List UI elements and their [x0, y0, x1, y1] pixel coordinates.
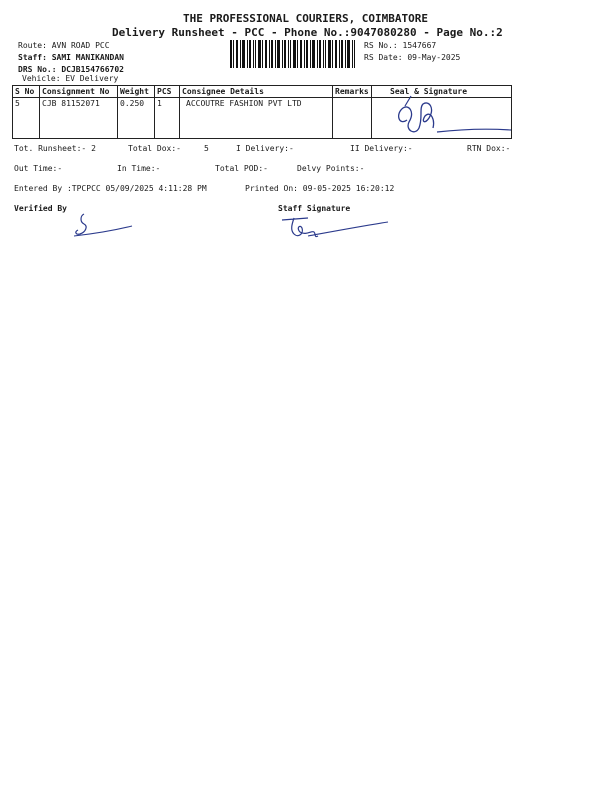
delivery-points: Delvy Points:-: [297, 164, 365, 173]
col-sno: S No: [13, 86, 40, 98]
col-pcs: PCS: [155, 86, 180, 98]
staff-signature: [278, 212, 393, 242]
runsheet-subtitle: Delivery Runsheet - PCC - Phone No.:9047080280 - Page No.:2: [112, 26, 503, 39]
total-dox-value: 5: [204, 144, 209, 153]
verified-by-label: Verified By: [14, 204, 67, 213]
vehicle-label: Vehicle: EV Delivery: [22, 74, 119, 83]
i-delivery: I Delivery:-: [236, 144, 294, 153]
col-consignee: Consignee Details: [180, 86, 333, 98]
route-label: Route: AVN ROAD PCC: [18, 41, 110, 50]
barcode: [230, 40, 355, 68]
staff-label: Staff: SAMI MANIKANDAN: [18, 53, 124, 62]
receiver-signature: [385, 92, 515, 140]
total-dox-label: Total Dox:-: [128, 144, 181, 153]
cell-sno: 5: [13, 98, 40, 139]
rtn-dox: RTN Dox:-: [467, 144, 511, 153]
col-weight: Weight: [118, 86, 155, 98]
drs-label: DRS No.: DCJB154766702: [18, 65, 124, 74]
col-remarks: Remarks: [333, 86, 372, 98]
verifier-signature: [68, 210, 136, 240]
cell-remarks: [333, 98, 372, 139]
cell-consignee: ACCOUTRE FASHION PVT LTD: [180, 98, 333, 139]
printed-on: Printed On: 09-05-2025 16:20:12: [245, 184, 395, 193]
cell-consignment: CJB 81152071: [40, 98, 118, 139]
out-time: Out Time:-: [14, 164, 63, 173]
total-pod: Total POD:-: [215, 164, 268, 173]
ii-delivery: II Delivery:-: [350, 144, 413, 153]
rs-number: RS No.: 1547667: [364, 41, 437, 50]
col-seal-signature: Seal & Signature: [372, 86, 512, 98]
cell-weight: 0.250: [118, 98, 155, 139]
col-consignment: Consignment No: [40, 86, 118, 98]
staff-signature-label: Staff Signature: [278, 204, 351, 213]
in-time: In Time:-: [117, 164, 161, 173]
entered-by: Entered By :TPCPCC 05/09/2025 4:11:28 PM: [14, 184, 207, 193]
cell-pcs: 1: [155, 98, 180, 139]
total-runsheet: Tot. Runsheet:- 2: [14, 144, 96, 153]
company-title: THE PROFESSIONAL COURIERS, COIMBATORE: [183, 12, 429, 25]
rs-date: RS Date: 09-May-2025: [364, 53, 461, 62]
